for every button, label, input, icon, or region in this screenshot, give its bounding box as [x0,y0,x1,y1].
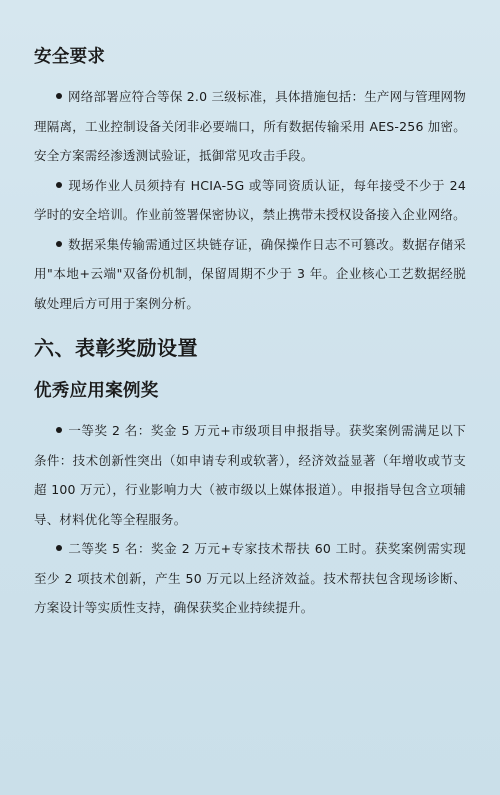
bullet-icon [56,182,62,188]
award-item-2-text: 二等奖 5 名：奖金 2 万元+专家技术帮扶 60 工时。获奖案例需实现至少 2 项技术创新，产生 50 万元以上经济效益。技术帮扶包含现场诊断、方案设计等实质性支持，确保获奖企业持续提升。 [34,541,466,615]
security-item-1 [34,82,466,171]
award-heading: 优秀应用案例奖 [34,381,159,401]
award-item-2 [34,534,466,623]
security-item-3-text: 数据采集传输需通过区块链存证，确保操作日志不可篡改。数据存储采用"本地+云端"双备份机制，保留周期不少于 3 年。企业核心工艺数据经脱敏处理后方可用于案例分析。 [34,236,466,311]
bullet-icon [56,241,62,247]
bullet-icon [56,427,62,433]
bullet-icon [56,93,62,99]
security-item-3 [34,230,466,319]
award-item-1 [34,416,466,534]
security-heading: 安全要求 [34,47,106,67]
security-item-2 [34,171,466,230]
security-item-1-text: 网络部署应符合等保 2.0 三级标准，具体措施包括：生产网与管理网物理隔离，工业控制设备关闭非必要端口，所有数据传输采用 AES-256 加密。安全方案需经渗透测试验证，抵御常见攻击手段。 [34,89,466,163]
bullet-icon [56,545,62,551]
award-item-1-text: 一等奖 2 名：奖金 5 万元+市级项目申报指导。获奖案例需满足以下条件：技术创新性突出（如申请专利或软著），经济效益显著（年增收或节支超 100 万元），行业影响力大（被市级以上媒体报道）。申报指导包含立项辅导、材料优化等全程服务。 [34,423,466,527]
security-item-2-text: 现场作业人员须持有 HCIA-5G 或等同资质认证，每年接受不少于 24 学时的安全培训。作业前签署保密协议，禁止携带未授权设备接入企业网络。 [34,177,466,222]
section-6-heading: 六、表彰奖励设置 [34,336,198,360]
